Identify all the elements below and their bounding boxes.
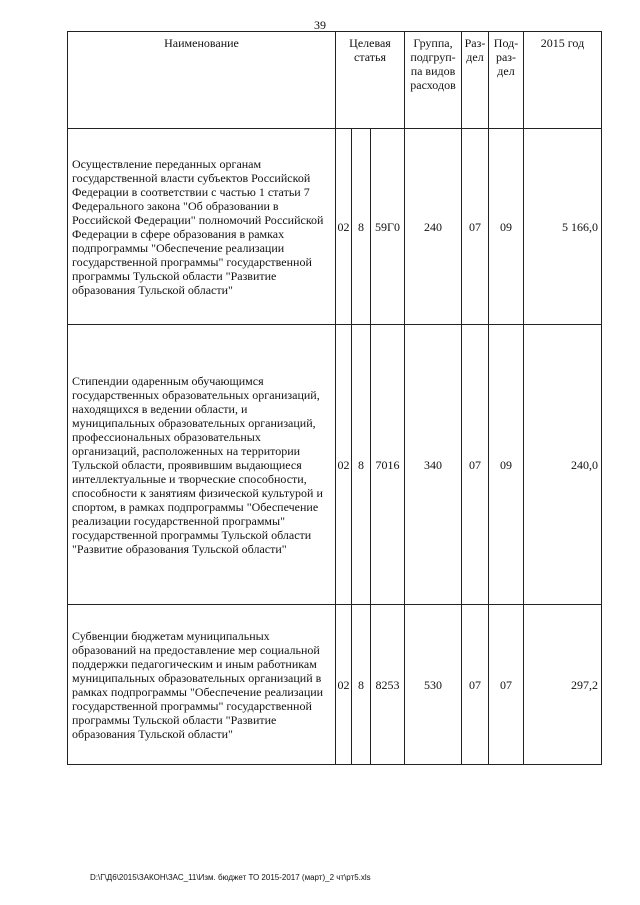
row-amount: 297,2	[524, 605, 602, 765]
row-name: Субвенции бюджетам муниципальных образований на предоставление мер социальной поддержки педагогическим и иным работникам муниципальных образовательных организаций в рамках подпрограммы "Обеспечение реализации государственной программы" государственной программы Тульской области "Развитие образования Тульской области"	[68, 605, 336, 765]
table-header-row	[68, 32, 602, 129]
row-name: Осуществление переданных органам государственной власти субъектов Российской Федерации в соответствии с частью 1 статьи 7 Федерального закона "Об образовании в Российской Федерации" полномочий Российской Федерации в сфере образования в рамках подпрограммы "Обеспечение реализации государственной программы" государственной программы Тульской области "Развитие образования Тульской области"	[68, 129, 336, 325]
row-amount: 240,0	[524, 325, 602, 605]
table-row	[68, 605, 602, 765]
row-section: 07	[462, 605, 489, 765]
row-expense-group: 530	[405, 605, 462, 765]
row-target-code: 59Г0	[371, 129, 405, 325]
row-target-code: 7016	[371, 325, 405, 605]
row-name: Стипендии одаренным обучающимся государственных образовательных организаций, находящихся в ведении области, и муниципальных образовательных организаций, профессиональных образовательных организаций, расположенных на территории Тульской области, проявившим выдающиеся интеллектуальные и творческие способности, способности к занятиям физической культурой и спортом, в рамках подпрограммы "Обеспечение реализации государственной программы" государственной программы Тульской области "Развитие образования Тульской области"	[68, 325, 336, 605]
header-name: Наименование	[68, 32, 336, 129]
row-subsection: 09	[489, 325, 524, 605]
page-number: 39	[314, 18, 326, 32]
row-expense-group: 340	[405, 325, 462, 605]
header-expense-group: Группа, подгруп-па видов расходов	[405, 32, 462, 129]
header-subsection: Под-раз-дел	[489, 32, 524, 129]
row-target-program: 02	[336, 129, 352, 325]
header-year: 2015 год	[524, 32, 602, 129]
row-target-program: 02	[336, 325, 352, 605]
header-target-article: Целевая статья	[336, 32, 405, 129]
header-section: Раз-дел	[462, 32, 489, 129]
row-subsection: 09	[489, 129, 524, 325]
table-row	[68, 129, 602, 325]
row-amount: 5 166,0	[524, 129, 602, 325]
table-row	[68, 325, 602, 605]
row-target-program: 02	[336, 605, 352, 765]
file-path: D:\Г\Д6\2015\ЗАКОН\ЗАС_11\Изм. бюджет ТО 2015-2017 (март)_2 чт\рт5.xls	[90, 873, 371, 882]
row-subsection: 07	[489, 605, 524, 765]
row-target-subprogram: 8	[352, 325, 371, 605]
row-section: 07	[462, 129, 489, 325]
row-section: 07	[462, 325, 489, 605]
budget-table	[67, 31, 602, 765]
row-target-subprogram: 8	[352, 605, 371, 765]
row-target-subprogram: 8	[352, 129, 371, 325]
row-expense-group: 240	[405, 129, 462, 325]
row-target-code: 8253	[371, 605, 405, 765]
